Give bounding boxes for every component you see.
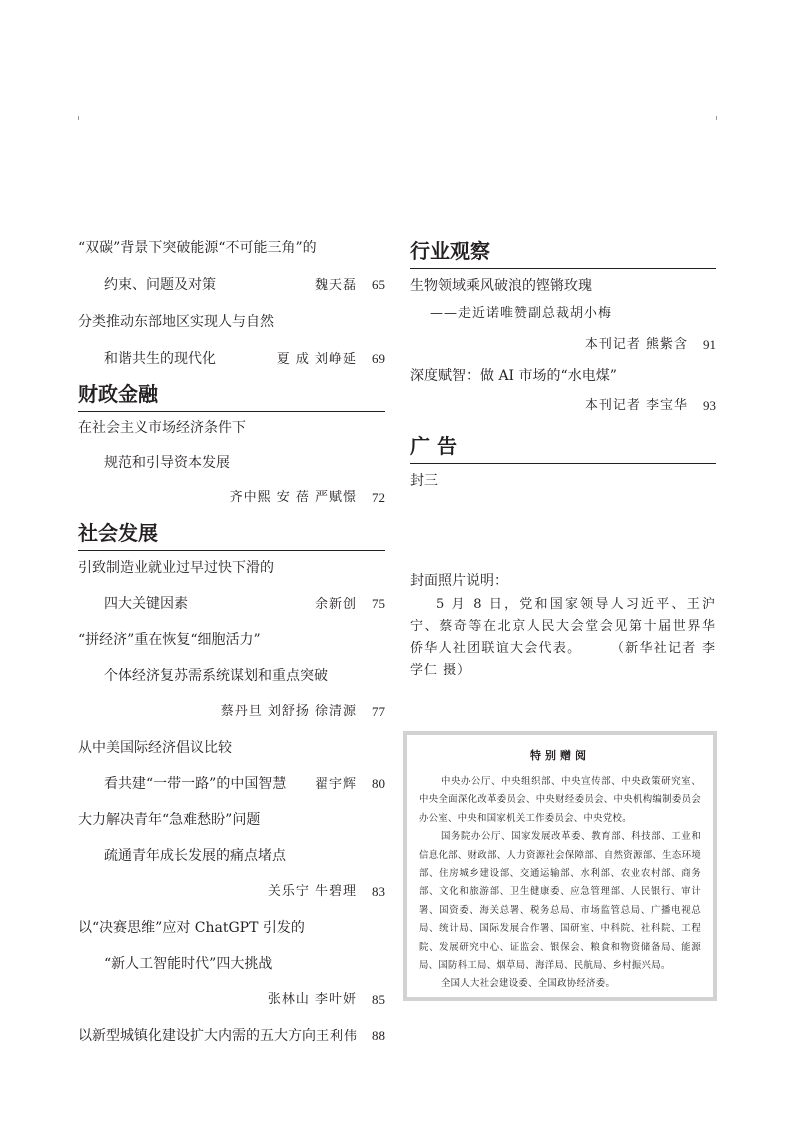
entry-title-line-2: 四大关键因素 [104,596,188,612]
entry-page: 83 [372,884,385,899]
entry-authors: 本刊记者 李宝华 [584,398,688,413]
box-paragraph: 国务院办公厅、国家发展改革委、教育部、科技部、工业和信息化部、财政部、人力资源社会保障部、自然资源部、生态环境部、住房城乡建设部、交通运输部、水利部、农业农村部、商务部、文化和旅游部、卫生健康委、应急管理部、人民银行、审计署、国资委、海关总署、税务总局、市场监管总局、广播电视总局、统计局、国际发展合作署、国研室、中科院、社科院、工程院、发展研究中心、证监会、银保会、粮食和物资储备局、能源局、国防科工局、烟草局、海洋局、民航局、乡村振兴局。 [419,831,701,972]
toc-entry[interactable] [410,277,716,354]
entry-title-line-1: 分类推动东部地区实现人与自然 [78,314,274,330]
entry-title-line-2: 规范和引导资本发展 [104,455,230,471]
section-social-development [78,520,385,1045]
entry-page: 77 [372,704,385,719]
toc-entry[interactable] [410,367,716,415]
caption-body [410,594,716,682]
entry-authors: 王利伟 [316,1029,359,1044]
toc-entry[interactable]: 封三 [410,473,438,489]
entry-title-line-1: 从中美国际经济倡议比较 [78,740,232,756]
entry-page: 85 [372,992,385,1007]
special-distribution-box [403,731,717,1001]
section-rule [410,268,716,269]
section-title: 行业观察 [410,239,490,263]
section-title: 财政金融 [78,382,158,406]
toc-entry[interactable] [78,811,385,901]
caption-text: 5 月 8 日，党和国家领导人习近平、王沪宁、蔡奇等在北京人民大会堂会见第十届世界华侨华人社团联谊大会代表。 [410,597,716,656]
entry-title-line-1: “双碳”背景下突破能源“不可能三角”的 [78,240,317,256]
entry-page: 65 [372,277,385,292]
entry-authors: 夏 成 刘峥延 [276,352,357,367]
entry-title-line-2: 个体经济复苏需系统谋划和重点突破 [104,668,328,684]
entry-title-line-2: 和谐共生的现代化 [104,351,216,367]
toc-entry[interactable] [78,419,385,507]
entry-authors: 魏天磊 [314,278,357,293]
entry-title-line-1: 大力解决青年“急难愁盼”问题 [78,812,261,828]
entry-title-line-2: 约束、问题及对策 [104,277,216,293]
box-title: 特别赠阅 [530,749,590,762]
crop-mark-right [716,116,717,120]
entry-page: 80 [372,776,385,791]
toc-entry[interactable] [78,631,385,721]
section-industry-observation [410,238,716,415]
section-rule [78,411,385,412]
section-rule [78,550,385,551]
entry-title-line-2: 疏通青年成长发展的痛点堵点 [104,848,286,864]
toc-entry[interactable] [78,559,385,613]
box-paragraph: 中央办公厅、中央组织部、中央宣传部、中央政策研究室、中央全面深化改革委员会、中央财经委员会、中央机构编制委员会办公室、中央和国家机关工作委员会、中央党校。 [419,776,701,824]
entry-title-line-1: 引致制造业就业过早过快下滑的 [78,560,274,576]
entry-page: 75 [372,596,385,611]
caption-title: 封面照片说明： [410,573,508,589]
entry-page: 88 [372,1028,385,1043]
entry-title-line-1: 以新型城镇化建设扩大内需的五大方向 [78,1028,316,1044]
caption-credit: （新华社记者 李学仁 摄） [410,641,716,678]
entry-authors: 蔡丹旦 刘舒扬 徐清源 [220,704,357,719]
entry-page: 93 [703,398,716,413]
box-paragraph: 全国人大社会建设委、全国政协经济委。 [441,978,616,990]
entry-authors: 余新创 [314,597,357,612]
entry-title-line-2: “新人工智能时代”四大挑战 [104,956,273,972]
entry-title-line-1: 在社会主义市场经济条件下 [78,420,246,436]
toc-entry[interactable] [78,1027,385,1045]
crop-mark-left [78,116,79,120]
toc-left-column [78,230,385,1045]
entry-authors: 关乐宁 牛碧理 [267,884,357,899]
entry-title-line-1: 以“决赛思维”应对 ChatGPT 引发的 [78,920,305,936]
entry-page: 91 [703,337,716,352]
toc-right-column [410,230,716,682]
entry-page: 69 [372,351,385,366]
entry-authors: 本刊记者 熊紫含 [584,337,688,352]
section-advertisement [410,433,716,490]
entry-authors: 张林山 李叶妍 [267,992,357,1007]
entry-subtitle: ——走近诺唯赞副总裁胡小梅 [430,306,613,321]
toc-entry[interactable] [78,239,385,294]
entry-title: 深度赋智：做 AI 市场的“水电煤” [410,368,617,384]
section-title: 广 告 [410,434,457,458]
entry-title-line-2: 看共建“一带一路”的中国智慧 [104,776,287,792]
entry-title-line-1: “拼经济”重在恢复“细胞活力” [78,632,261,648]
entry-authors: 齐中熙 安 蓓 严赋憬 [229,490,357,505]
cover-caption [410,572,716,682]
entry-title: 生物领域乘风破浪的铿锵玫瑰 [410,278,592,294]
toc-entry[interactable] [78,919,385,1009]
toc-entry[interactable] [78,739,385,793]
entry-authors: 翟宇辉 [314,777,357,792]
entry-page: 72 [372,490,385,505]
section-title: 社会发展 [78,521,158,545]
section-rule [410,463,716,464]
section-finance [78,381,385,507]
toc-entry[interactable] [78,313,385,368]
